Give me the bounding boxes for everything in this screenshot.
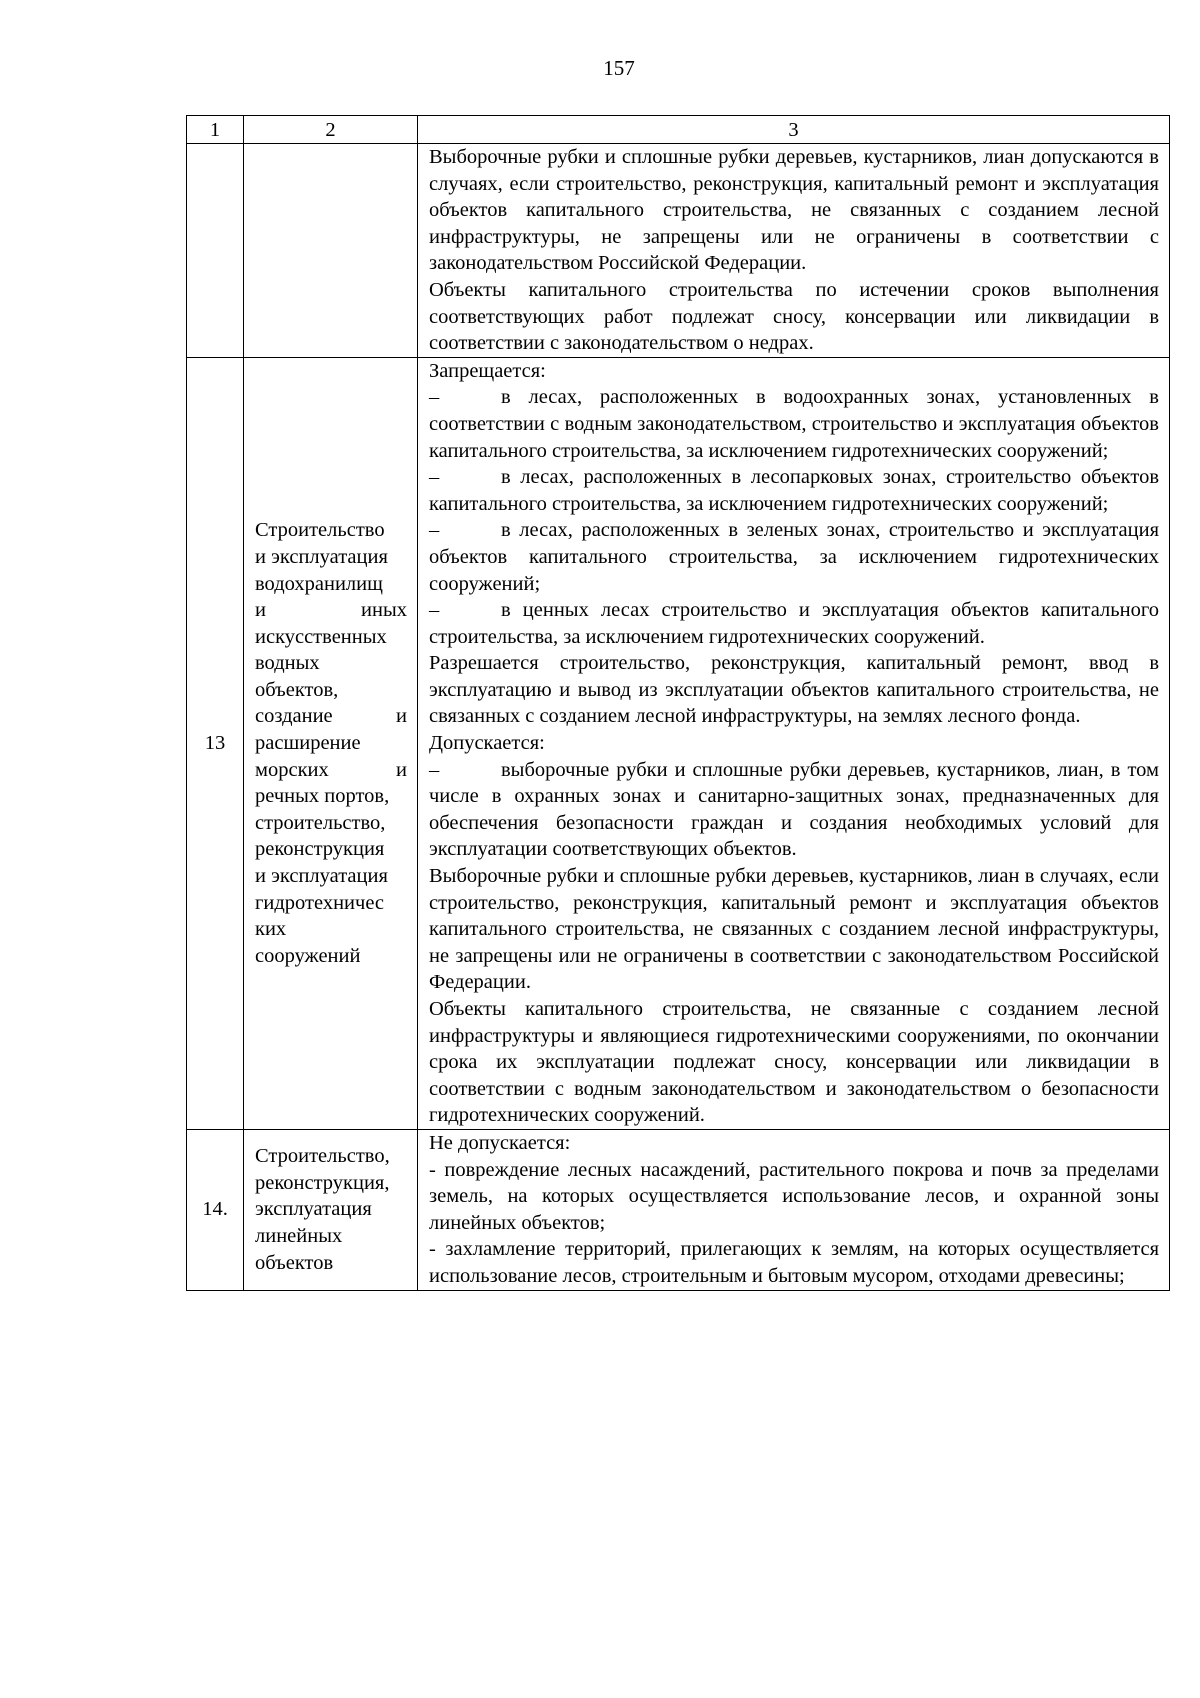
activity-line: водохранилищ <box>255 572 383 595</box>
activity-line: речных портов, <box>255 785 390 808</box>
prohibition-text: в лесах, расположенных в зеленых зонах, строительство и эксплуатация объектов капитального строительства, за исключением гидротехнических сооружений; <box>429 519 1159 595</box>
activity-line: водных <box>255 652 320 675</box>
table-row-14 <box>187 1129 1170 1290</box>
prohibition-text: в ценных лесах строительство и эксплуатация объектов капитального строительства, за исключением гидротехнических сооружений. <box>429 599 1159 648</box>
prohibition-item <box>429 517 1159 597</box>
header-col-2: 2 <box>244 116 418 144</box>
activity-line: ких <box>255 918 287 941</box>
dash-marker: – <box>429 519 440 542</box>
activity-line: и эксплуатация <box>255 545 388 568</box>
activity-line: реконструкция <box>255 838 385 861</box>
activity-line: морских и <box>255 758 407 781</box>
intro-label: Не допускается: <box>429 1131 571 1154</box>
activity-line: эксплуатация <box>255 1198 372 1221</box>
table-header-row <box>187 116 1170 144</box>
permitted-item <box>429 757 1159 863</box>
activity-line: реконструкция, <box>255 1171 390 1194</box>
paragraph: Разрешается строительство, реконструкция, капитальный ремонт, ввод в эксплуатацию и вывод из эксплуатации объектов капитального строительства, не связанных с созданием лесной инфраструктуры, на землях лесного фонда. <box>429 652 1159 728</box>
table-row-13 <box>187 357 1170 1129</box>
prohibition-item <box>429 597 1159 650</box>
regulation-table <box>186 115 1170 1291</box>
activity-line: Строительство <box>255 519 385 542</box>
paragraph: Объекты капитального строительства по истечении сроков выполнения соответствующих работ подлежат сносу, консервации или ликвидации в соответствии с законодательством о недрах. <box>429 278 1159 355</box>
row-rules <box>418 357 1170 1129</box>
activity-line: объектов <box>255 1251 334 1274</box>
row-activity <box>244 1129 418 1290</box>
intro-label: Допускается: <box>429 732 545 755</box>
prohibition-item <box>429 464 1159 517</box>
dash-marker: – <box>429 758 440 781</box>
activity-line: Строительство, <box>255 1145 390 1168</box>
table-row-continuation <box>187 144 1170 358</box>
activity-line: сооружений <box>255 944 361 967</box>
page-number: 157 <box>603 56 635 80</box>
header-col-1: 1 <box>187 116 244 144</box>
row-activity <box>244 144 418 358</box>
paragraph: Объекты капитального строительства, не связанные с созданием лесной инфраструктуры и являющиеся гидротехническими сооружениями, по окончании срока их эксплуатации подлежат сносу, консервации или ликвидации в соответствии с водным законодательством и законодательством о безопасности гидротехнических сооружений. <box>429 998 1159 1127</box>
dash-marker: – <box>429 599 440 622</box>
list-item: - захламление территорий, прилегающих к землям, на которых осуществляется использование лесов, строительным и бытовым мусором, отходами древесины; <box>429 1238 1159 1287</box>
activity-line: линейных <box>255 1225 343 1248</box>
activity-line: и эксплуатация <box>255 865 388 888</box>
prohibition-text: в лесах, расположенных в лесопарковых зонах, строительство объектов капитального строительства, за исключением гидротехнических сооружений; <box>429 466 1159 515</box>
dash-marker: – <box>429 386 440 409</box>
intro-label: Запрещается: <box>429 359 546 382</box>
paragraph: Выборочные рубки и сплошные рубки деревьев, кустарников, лиан в случаях, если строительство, реконструкция, капитальный ремонт и эксплуатация объектов капитального строительства, не связанных с созданием лесной инфраструктуры, не запрещены или не ограничены в соответствии с законодательством Российской Федерации. <box>429 865 1159 994</box>
activity-line: гидротехничес <box>255 891 385 914</box>
paragraph: Выборочные рубки и сплошные рубки деревьев, кустарников, лиан допускаются в случаях, если строительство, реконструкция, капитальный ремонт и эксплуатация объектов капитального строительства, не связанных с созданием лесной инфраструктуры, не запрещены или не ограничены в соответствии с законодательством Российской Федерации. <box>429 146 1159 275</box>
activity-line: объектов, <box>255 678 339 701</box>
activity-line: и иных <box>255 599 407 622</box>
prohibition-text: в лесах, расположенных в водоохранных зонах, установленных в соответствии с водным законодательством, строительство и эксплуатация объектов капитального строительства, за исключением гидротехнических сооружений; <box>429 386 1159 462</box>
row-activity <box>244 357 418 1129</box>
row-number: 13 <box>187 357 244 1129</box>
activity-line: искусственных <box>255 625 387 648</box>
prohibition-item <box>429 384 1159 464</box>
activity-line: строительство, <box>255 811 386 834</box>
list-item: - повреждение лесных насаждений, растительного покрова и почв за пределами земель, на которых осуществляется использование лесов, и охранной зоны линейных объектов; <box>429 1158 1159 1234</box>
row-number <box>187 144 244 358</box>
activity-line: создание и <box>255 705 407 728</box>
permitted-text: выборочные рубки и сплошные рубки деревьев, кустарников, лиан, в том числе в охранных зонах и санитарно-защитных зонах, предназначенных для обеспечения безопасности граждан и создания необходимых условий для эксплуатации соответствующих объектов. <box>429 758 1159 861</box>
row-number: 14. <box>187 1129 244 1290</box>
dash-marker: – <box>429 466 440 489</box>
row-rules <box>418 144 1170 358</box>
row-rules <box>418 1129 1170 1290</box>
activity-line: расширение <box>255 732 361 755</box>
header-col-3: 3 <box>418 116 1170 144</box>
